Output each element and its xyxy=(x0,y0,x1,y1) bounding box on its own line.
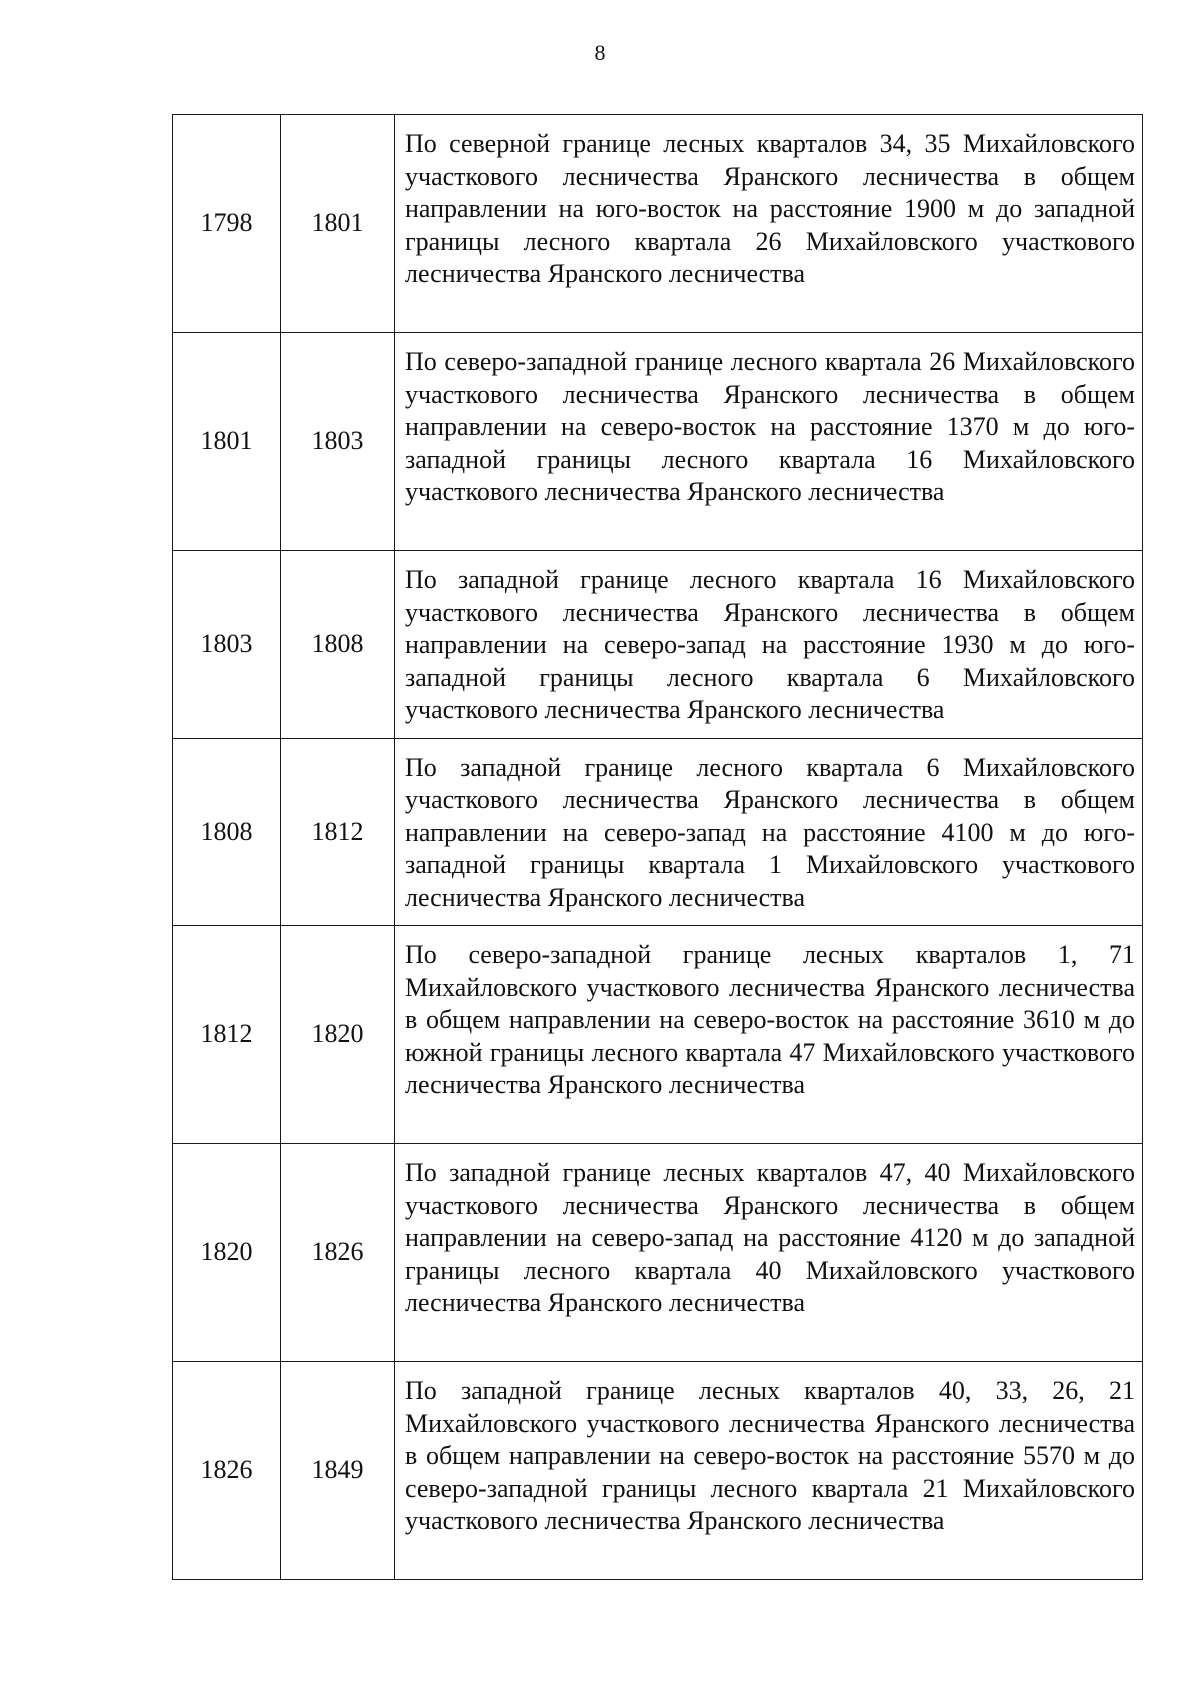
description-cell: По западной границе лесных кварталов 47, 40 Михайловского участкового лесничества Яранского лесничества в общем направлении на северо-запад на расстояние 4120 м до западной границы лесного квартала 40 Михайловского участкового лесничества Яранского лесничества xyxy=(395,1144,1143,1362)
description-cell: По западной границе лесного квартала 6 Михайловского участкового лесничества Яранского лесничества в общем направлении на северо-запад на расстояние 4100 м до юго-западной границы квартала 1 Михайловского участкового лесничества Яранского лесничества xyxy=(395,738,1143,926)
point-to-cell: 1808 xyxy=(281,551,395,739)
description-cell: По северо-западной границе лесного квартала 26 Михайловского участкового лесничества Яранского лесничества в общем направлении на северо-восток на расстояние 1370 м до юго-западной границы лесного квартала 16 Михайловского участкового лесничества Яранского лесничества xyxy=(395,333,1143,551)
description-cell: По северной границе лесных кварталов 34, 35 Михайловского участкового лесничества Яранского лесничества в общем направлении на юго-восток на расстояние 1900 м до западной границы лесного квартала 26 Михайловского участкового лесничества Яранского лесничества xyxy=(395,115,1143,333)
table-row xyxy=(173,738,1143,926)
description-cell: По западной границе лесного квартала 16 Михайловского участкового лесничества Яранского лесничества в общем направлении на северо-запад на расстояние 1930 м до юго-западной границы лесного квартала 6 Михайловского участкового лесничества Яранского лесничества xyxy=(395,551,1143,739)
description-cell: По западной границе лесных кварталов 40, 33, 26, 21 Михайловского участкового лесничества Яранского лесничества в общем направлении на северо-восток на расстояние 5570 м до северо-западной границы лесного квартала 21 Михайловского участкового лесничества Яранского лесничества xyxy=(395,1362,1143,1580)
point-from-cell: 1801 xyxy=(173,333,281,551)
point-to-cell: 1849 xyxy=(281,1362,395,1580)
point-to-cell: 1826 xyxy=(281,1144,395,1362)
table-row xyxy=(173,926,1143,1144)
table-row xyxy=(173,551,1143,739)
point-to-cell: 1812 xyxy=(281,738,395,926)
table-row xyxy=(173,115,1143,333)
point-from-cell: 1812 xyxy=(173,926,281,1144)
table-row xyxy=(173,333,1143,551)
point-to-cell: 1801 xyxy=(281,115,395,333)
point-from-cell: 1820 xyxy=(173,1144,281,1362)
description-cell: По северо-западной границе лесных кварталов 1, 71 Михайловского участкового лесничества Яранского лесничества в общем направлении на северо-восток на расстояние 3610 м до южной границы лесного квартала 47 Михайловского участкового лесничества Яранского лесничества xyxy=(395,926,1143,1144)
point-from-cell: 1798 xyxy=(173,115,281,333)
point-to-cell: 1820 xyxy=(281,926,395,1144)
table-row xyxy=(173,1144,1143,1362)
point-to-cell: 1803 xyxy=(281,333,395,551)
page-number: 8 xyxy=(594,40,606,65)
point-from-cell: 1826 xyxy=(173,1362,281,1580)
point-from-cell: 1803 xyxy=(173,551,281,739)
boundary-table xyxy=(172,114,1143,1580)
point-from-cell: 1808 xyxy=(173,738,281,926)
table-row xyxy=(173,1362,1143,1580)
